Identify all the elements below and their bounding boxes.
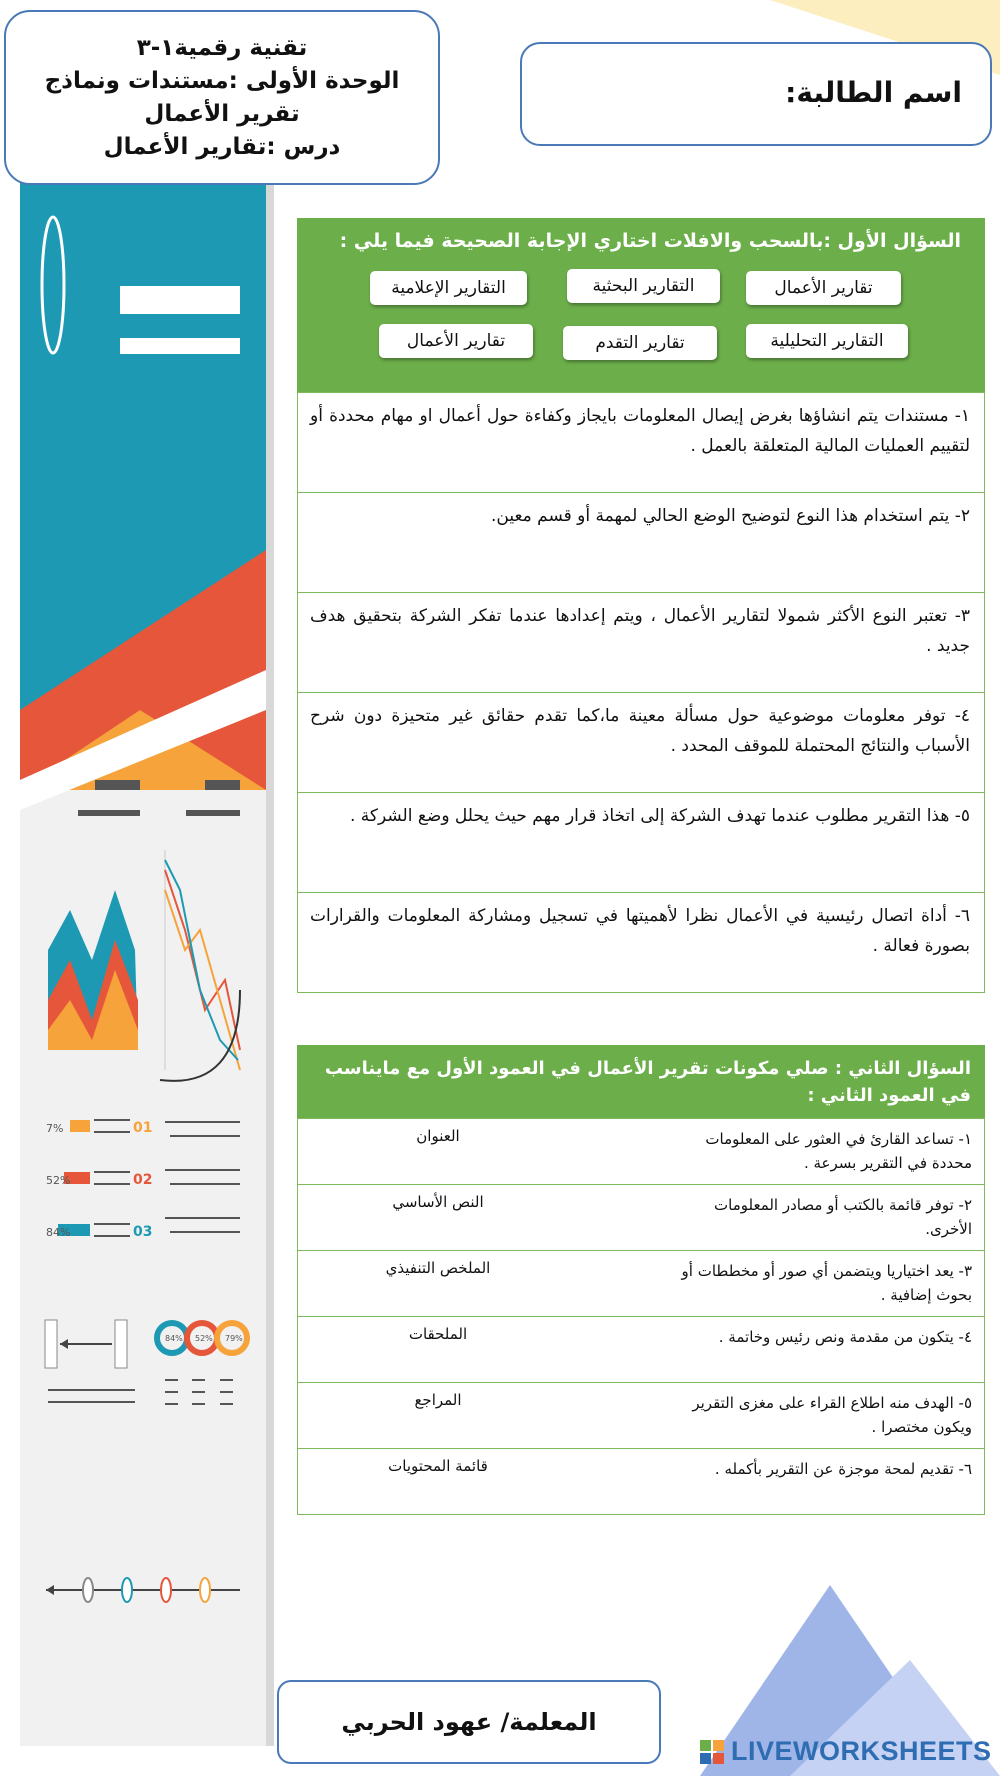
course-title: تقنية رقمية١-٣ [136, 34, 308, 61]
unit-title-cont: تقرير الأعمال [144, 100, 300, 127]
matching-statement[interactable]: ٥- الهدف منه اطلاع القراء على مغزى التقرير ويكون مختصرا . [692, 1394, 972, 1436]
svg-text:79%: 79% [225, 1334, 243, 1343]
matching-row [298, 1382, 984, 1448]
poster-edge [266, 180, 274, 1746]
matching-term[interactable]: العنوان [416, 1127, 460, 1145]
matching-term[interactable]: النص الأساسي [392, 1193, 484, 1211]
matching-statement[interactable]: ٤- يتكون من مقدمة ونص رئيس وخاتمة . [718, 1328, 972, 1346]
svg-text:84%: 84% [165, 1334, 183, 1343]
student-name-box[interactable] [520, 42, 992, 146]
student-name-label: اسم الطالبة: [785, 76, 962, 109]
white-bar-1 [120, 286, 240, 314]
teacher-name: المعلمة/ عهود الحربي [341, 1708, 597, 1736]
option-chip[interactable]: تقارير الأعمال [746, 271, 901, 305]
gray-bar-3 [205, 780, 240, 790]
item-text: ٥- هذا التقرير مطلوب عندما تهدف الشركة إلى اتخاذ قرار مهم حيث يحلل وضع الشركة . [349, 806, 970, 826]
question-1-items [297, 392, 985, 993]
option-chip[interactable]: تقارير التقدم [563, 326, 717, 360]
question-item[interactable] [298, 492, 984, 592]
option-chip[interactable]: تقارير الأعمال [379, 324, 533, 358]
item-text: ٣- تعتبر النوع الأكثر شمولا لتقارير الأعمال ، ويتم إعدادها عندما تفكر الشركة بتحقيق هدف جديد . [310, 606, 970, 656]
matching-term[interactable]: الملخص التنفيذي [385, 1259, 491, 1277]
question-1-header [297, 218, 985, 392]
matching-statement[interactable]: ١- تساعد القارئ في العثور على المعلومات محددة في التقرير بسرعة . [705, 1130, 972, 1172]
svg-text:52%: 52% [195, 1334, 213, 1343]
question-item[interactable] [298, 792, 984, 892]
matching-statement[interactable]: ٣- يعد اختياريا ويتضمن أي صور أو مخططات أو بحوث إضافية . [681, 1262, 972, 1304]
lesson-title-box [4, 10, 440, 185]
item-text: ٤- توفر معلومات موضوعية حول مسألة معينة ما،كما تقدم حقائق غير متحيزة دون شرح الأسباب والنتائج المحتملة للموقف المحدد . [310, 706, 970, 756]
option-chip[interactable]: التقارير البحثية [567, 269, 720, 303]
svg-text:01: 01 [133, 1120, 153, 1136]
gray-bar-1 [95, 780, 140, 790]
question-1-title: السؤال الأول :بالسحب والافلات اختاري الإجابة الصحيحة فيما يلي : [339, 230, 961, 252]
question-item[interactable] [298, 392, 984, 492]
matching-statement[interactable]: ٦- تقديم لمحة موجزة عن التقرير بأكمله . [714, 1460, 972, 1478]
question-item[interactable] [298, 692, 984, 792]
question-2-title: السؤال الثاني : صلي مكونات تقرير الأعمال في العمود الأول مع مايناسب في العمود الثاني : [324, 1058, 971, 1106]
svg-text:84%: 84% [46, 1226, 71, 1239]
matching-row [298, 1448, 984, 1514]
question-item[interactable] [298, 892, 984, 992]
question-2-header [297, 1045, 985, 1118]
item-text: ٦- أداة اتصال رئيسية في الأعمال نظرا لأهميتها في تسجيل ومشاركة المعلومات والقرارات بصورة فعالة . [310, 906, 970, 956]
liveworksheets-logo [700, 1736, 992, 1767]
unit-title: الوحدة الأولى :مستندات ونماذج [44, 67, 400, 94]
option-chip[interactable]: التقارير التحليلية [746, 324, 908, 358]
svg-text:7%: 7% [46, 1122, 64, 1135]
matching-row [298, 1316, 984, 1382]
gray-bar-4 [186, 810, 240, 816]
matching-row [298, 1118, 984, 1184]
white-bar-2 [120, 338, 240, 354]
option-chip[interactable]: التقارير الإعلامية [370, 271, 527, 305]
question-item[interactable] [298, 592, 984, 692]
svg-text:03: 03 [133, 1224, 153, 1240]
matching-row [298, 1184, 984, 1250]
matching-statement[interactable]: ٢- توفر قائمة بالكتب أو مصادر المعلومات الأخرى. [714, 1196, 972, 1238]
liveworksheets-icon [700, 1740, 726, 1764]
item-text: ٢- يتم استخدام هذا النوع لتوضيح الوضع الحالي لمهمة أو قسم معين. [490, 506, 970, 526]
teacher-name-box [277, 1680, 661, 1764]
matching-table [297, 1118, 985, 1515]
item-text: ١- مستندات يتم انشاؤها بغرض إيصال المعلومات بايجاز وكفاءة حول أعمال او مهام محددة أو لتقييم العمليات المالية المتعلقة بالعمل . [310, 406, 970, 456]
lesson-title: درس :تقارير الأعمال [103, 133, 341, 160]
gray-bar-2 [78, 810, 140, 816]
infographic-illustration [0, 170, 290, 1776]
matching-term[interactable]: الملحقات [408, 1325, 468, 1343]
brand-name: LIVEWORKSHEETS [731, 1736, 992, 1766]
svg-text:02: 02 [133, 1172, 153, 1188]
matching-row [298, 1250, 984, 1316]
matching-term[interactable]: قائمة المحتويات [388, 1457, 488, 1475]
matching-term[interactable]: المراجع [414, 1391, 462, 1409]
svg-text:52%: 52% [46, 1174, 71, 1187]
